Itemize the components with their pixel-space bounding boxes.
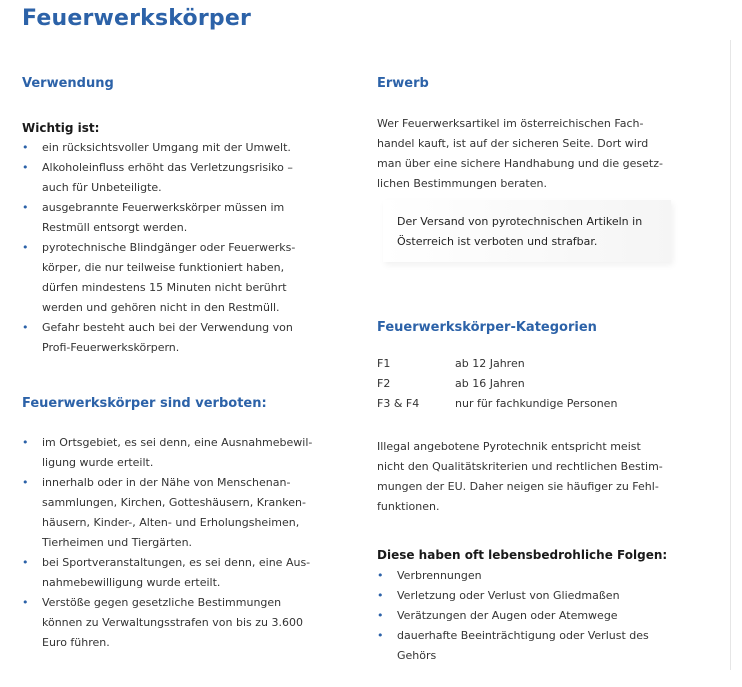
bullet-icon: • <box>22 556 29 569</box>
list-item-text: Verstöße gegen gesetzliche Bestimmungen können zu Verwaltungsstrafen von bis zu 3.600 Euro führen. <box>42 596 303 649</box>
notice-box-versand <box>383 200 671 262</box>
category-description: ab 16 Jahren <box>455 377 525 390</box>
section-heading-verboten: Feuerwerkskörper sind verboten: <box>22 396 267 411</box>
bullet-icon: • <box>377 629 384 642</box>
bullet-icon: • <box>22 321 29 334</box>
paragraph-illegal: Illegal angebotene Pyrotechnik entspricht meist nicht den Qualitätskriterien und rechtlichen Bestim- mungen der EU. Daher neigen sie häufiger zu Fehl- funktionen. <box>377 440 663 513</box>
list-item-text: Verätzungen der Augen oder Atemwege <box>397 609 618 622</box>
section-heading-verwendung: Verwendung <box>22 76 114 91</box>
list-item <box>22 593 332 653</box>
page-title: Feuerwerkskörper <box>22 6 252 31</box>
category-code: F3 & F4 <box>377 397 420 410</box>
bullet-icon: • <box>22 161 29 174</box>
categories-table <box>377 357 617 417</box>
category-row <box>377 377 617 397</box>
list-item <box>377 606 697 626</box>
list-item-text: im Ortsgebiet, es sei denn, eine Ausnahmebewil- ligung wurde erteilt. <box>42 436 313 469</box>
list-item <box>377 586 697 606</box>
list-verwendung <box>22 138 332 358</box>
list-item-text: bei Sportveranstaltungen, es sei denn, eine Aus- nahmebewilligung wurde erteilt. <box>42 556 311 589</box>
list-folgen <box>377 566 697 666</box>
subheading-folgen: Diese haben oft lebensbedrohliche Folgen: <box>377 548 668 562</box>
page-edge-divider <box>730 40 731 670</box>
list-item <box>22 238 332 318</box>
bullet-icon: • <box>377 589 384 602</box>
bullet-icon: • <box>377 609 384 622</box>
list-item <box>22 198 332 238</box>
list-item <box>377 566 697 586</box>
list-item-text: innerhalb oder in der Nähe von Menschenan- sammlungen, Kirchen, Gotteshäusern, Kranken- häusern, Kinder-, Alten- und Erholungsheimen, Tierheimen und Tiergärten. <box>42 476 306 549</box>
bullet-icon: • <box>22 141 29 154</box>
list-item <box>22 433 332 473</box>
bullet-icon: • <box>22 241 29 254</box>
category-code: F1 <box>377 357 391 370</box>
bullet-icon: • <box>22 201 29 214</box>
list-item-text: Alkoholeinfluss erhöht das Verletzungsrisiko – auch für Unbeteiligte. <box>42 161 293 194</box>
bullet-icon: • <box>22 436 29 449</box>
list-item <box>22 158 332 198</box>
notice-text: Der Versand von pyrotechnischen Artikeln in Österreich ist verboten und strafbar. <box>397 215 643 248</box>
list-verboten <box>22 433 332 653</box>
paragraph-erwerb: Wer Feuerwerksartikel im österreichischen Fach- handel kauft, ist auf der sicheren Seite. Dort wird man über eine sichere Handhabung und die gesetz- lichen Bestimmungen beraten. <box>377 117 663 190</box>
list-item-text: ausgebrannte Feuerwerkskörper müssen im Restmüll entsorgt werden. <box>42 201 285 234</box>
list-item <box>22 138 332 158</box>
category-row <box>377 397 617 417</box>
list-item-text: dauerhafte Beeinträchtigung oder Verlust des Gehörs <box>397 629 649 662</box>
section-heading-kategorien: Feuerwerkskörper-Kategorien <box>377 320 597 335</box>
list-item-text: pyrotechnische Blindgänger oder Feuerwerks- körper, die nur teilweise funktioniert haben, dürfen mindestens 15 Minuten nicht berührt werden und gehören nicht in den Restmüll. <box>42 241 296 314</box>
category-description: ab 12 Jahren <box>455 357 525 370</box>
list-item-text: Verbrennungen <box>397 569 482 582</box>
bullet-icon: • <box>22 476 29 489</box>
list-item <box>22 553 332 593</box>
list-item <box>22 318 332 358</box>
list-item <box>377 626 697 666</box>
list-item-text: ein rücksichtsvoller Umgang mit der Umwelt. <box>42 141 291 154</box>
bullet-icon: • <box>22 596 29 609</box>
list-item-text: Verletzung oder Verlust von Gliedmaßen <box>397 589 620 602</box>
list-item <box>22 473 332 553</box>
category-row <box>377 357 617 377</box>
list-item-text: Gefahr besteht auch bei der Verwendung von Profi-Feuerwerkskörpern. <box>42 321 293 354</box>
section-heading-erwerb: Erwerb <box>377 76 429 91</box>
subheading-wichtig: Wichtig ist: <box>22 121 100 135</box>
category-code: F2 <box>377 377 391 390</box>
category-description: nur für fachkundige Personen <box>455 397 618 410</box>
bullet-icon: • <box>377 569 384 582</box>
